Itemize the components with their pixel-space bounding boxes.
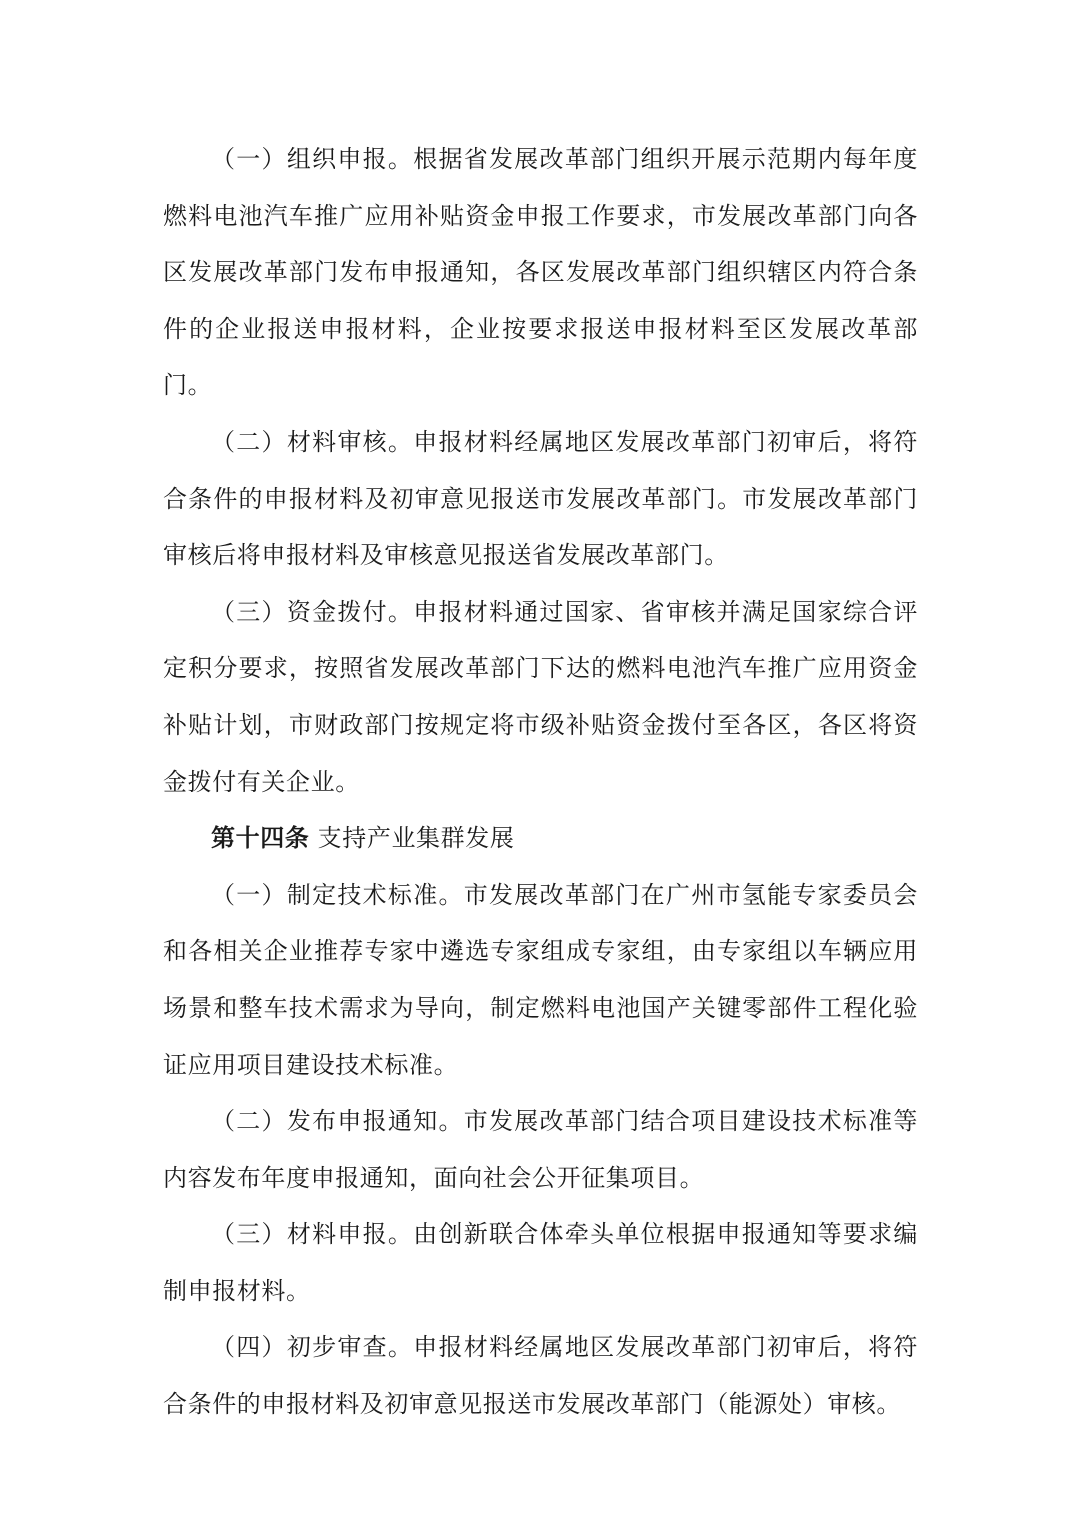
document-body [163, 131, 918, 1433]
paragraph-publish-notice: （二）发布申报通知。市发展改革部门结合项目建设技术标准等内容发布年度申报通知，面向社会公开征集项目。 [163, 1107, 918, 1192]
paragraph-material-review: （二）材料审核。申报材料经属地区发展改革部门初审后，将符合条件的申报材料及初审意见报送市发展改革部门。市发展改革部门审核后将申报材料及审核意见报送省发展改革部门。 [163, 427, 918, 570]
paragraph-fund-disbursement: （三）资金拨付。申报材料通过国家、省审核并满足国家综合评定积分要求，按照省发展改革部门下达的燃料电池汽车推广应用资金补贴计划，市财政部门按规定将市级补贴资金拨付至各区，各区将资金拨付有关企业。 [163, 597, 918, 796]
paragraph-organize-application: （一）组织申报。根据省发展改革部门组织开展示范期内每年度燃料电池汽车推广应用补贴资金申报工作要求，市发展改革部门向各区发展改革部门发布申报通知，各区发展改革部门组织辖区内符合条件的企业报送申报材料，企业按要求报送申报材料至区发展改革部门。 [163, 145, 918, 400]
paragraph-preliminary-review: （四）初步审查。申报材料经属地区发展改革部门初审后，将符合条件的申报材料及初审意见报送市发展改革部门（能源处）审核。 [163, 1333, 918, 1419]
paragraph-material-submission: （三）材料申报。由创新联合体牵头单位根据申报通知等要求编制申报材料。 [163, 1220, 918, 1305]
paragraph-technical-standards: （一）制定技术标准。市发展改革部门在广州市氢能专家委员会和各相关企业推荐专家中遴选专家组成专家组，由专家组以车辆应用场景和整车技术需求为导向，制定燃料电池国产关键零部件工程化验证应用项目建设技术标准。 [163, 880, 918, 1079]
article-heading [163, 810, 918, 867]
article-number: 第十四条 [211, 823, 310, 853]
article-title: 支持产业集群发展 [317, 824, 515, 853]
